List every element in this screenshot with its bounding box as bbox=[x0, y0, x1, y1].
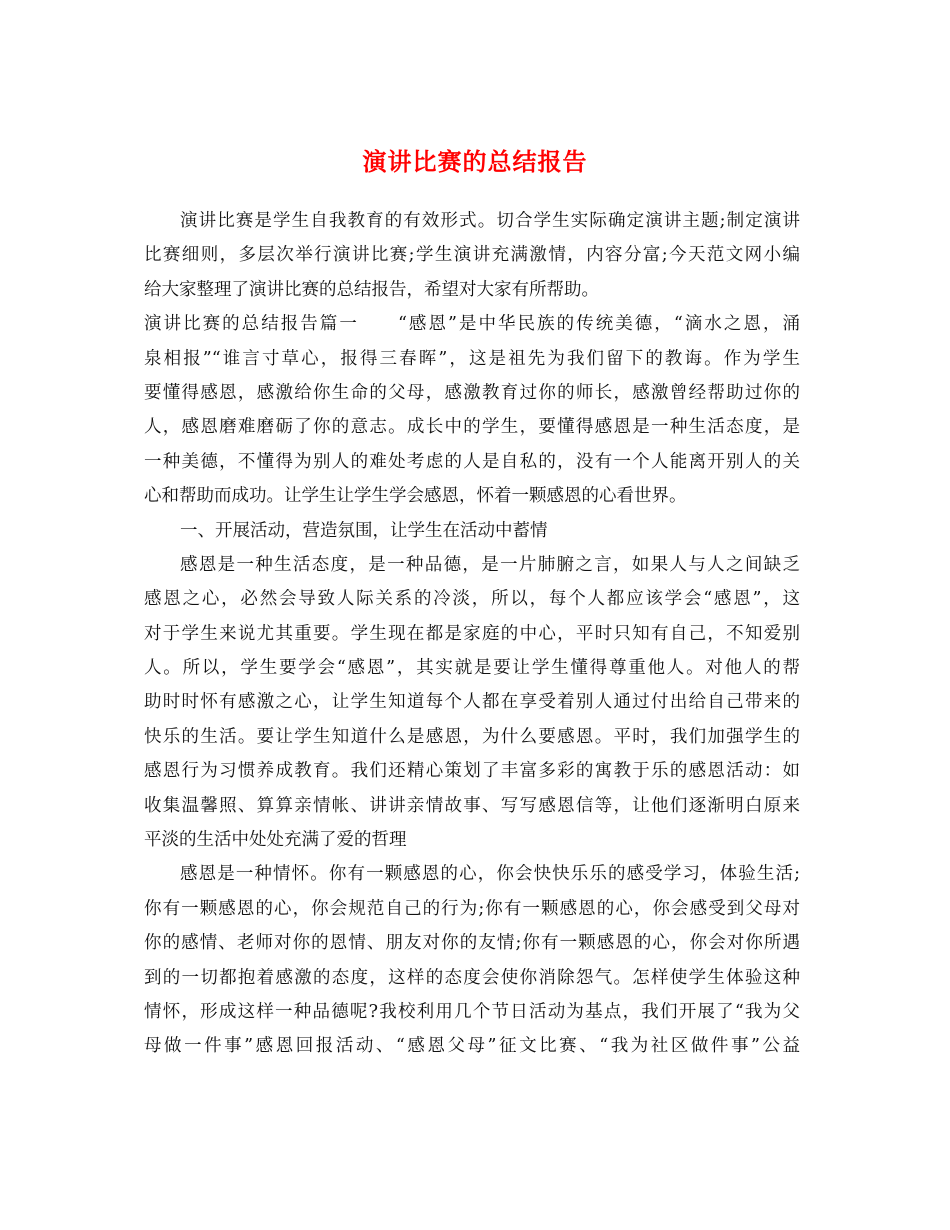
text-line: 人。所以，学生要学会“感恩”，其实就是要让学生懂得尊重他人。对他人的帮 bbox=[144, 658, 800, 679]
text-line: 到的一切都抱着感激的态度，这样的态度会使你消除怨气。怎样使学生体验这种 bbox=[144, 967, 800, 988]
text-line: 感恩之心，必然会导致人际关系的冷淡，所以，每个人都应该学会“感恩”，这 bbox=[144, 589, 800, 610]
text-line: 给大家整理了演讲比赛的总结报告，希望对大家有所帮助。 bbox=[144, 279, 599, 300]
text-line: 收集温馨照、算算亲情帐、讲讲亲情故事、写写感恩信等，让他们逐渐明白原来 bbox=[144, 795, 800, 816]
text-line: 你的感情、老师对你的恩情、朋友对你的友情;你有一颗感恩的心，你会对你所遇 bbox=[144, 933, 800, 954]
text-line: 演讲比赛的总结报告篇一 “感恩”是中华民族的传统美德，“滴水之恩，涌 bbox=[144, 314, 800, 335]
document-title: 演讲比赛的总结报告 bbox=[362, 147, 588, 177]
text-line: 感恩是一种生活态度，是一种品德，是一片肺腑之言，如果人与人之间缺乏 bbox=[180, 554, 800, 575]
text-line: 人，感恩磨难磨砺了你的意志。成长中的学生，要懂得感恩是一种生活态度，是 bbox=[144, 417, 800, 438]
document-body bbox=[144, 204, 800, 1064]
text-line: 泉相报”“谁言寸草心，报得三春晖”，这是祖先为我们留下的教诲。作为学生 bbox=[144, 348, 800, 369]
text-line: 平淡的生活中处处充满了爱的哲理 bbox=[144, 830, 407, 851]
text-line: 比赛细则，多层次举行演讲比赛;学生演讲充满激情，内容分富;今天范文网小编 bbox=[144, 245, 800, 266]
text-line: 要懂得感恩，感激给你生命的父母，感激教育过你的师长，感激曾经帮助过你的 bbox=[144, 382, 800, 403]
text-line: 心和帮助而成功。让学生让学生学会感恩，怀着一颗感恩的心看世界。 bbox=[144, 486, 687, 507]
text-line: 情怀，形成这样一种品德呢?我校利用几个节日活动为基点，我们开展了“我为父 bbox=[144, 1001, 800, 1022]
text-line: 感恩是一种情怀。你有一颗感恩的心，你会快快乐乐的感受学习，体验生活; bbox=[180, 864, 800, 885]
text-line: 一种美德，不懂得为别人的难处考虑的人是自私的，没有一个人能离开别人的关 bbox=[144, 451, 800, 472]
text-line: 一、开展活动，营造氛围，让学生在活动中蓄情 bbox=[180, 520, 548, 541]
text-line: 母做一件事”感恩回报活动、“感恩父母”征文比赛、“我为社区做件事”公益 bbox=[144, 1036, 800, 1057]
text-line: 感恩行为习惯养成教育。我们还精心策划了丰富多彩的寓教于乐的感恩活动：如 bbox=[144, 761, 800, 782]
text-line: 助时时怀有感激之心，让学生知道每个人都在享受着别人通过付出给自己带来的 bbox=[144, 692, 800, 713]
text-line: 演讲比赛是学生自我教育的有效形式。切合学生实际确定演讲主题;制定演讲 bbox=[180, 211, 800, 231]
text-line: 快乐的生活。要让学生知道什么是感恩，为什么要感恩。平时，我们加强学生的 bbox=[144, 726, 800, 747]
text-line: 对于学生来说尤其重要。学生现在都是家庭的中心，平时只知有自己，不知爱别 bbox=[144, 623, 800, 644]
text-line: 你有一颗感恩的心，你会规范自己的行为;你有一颗感恩的心，你会感受到父母对 bbox=[144, 898, 800, 919]
